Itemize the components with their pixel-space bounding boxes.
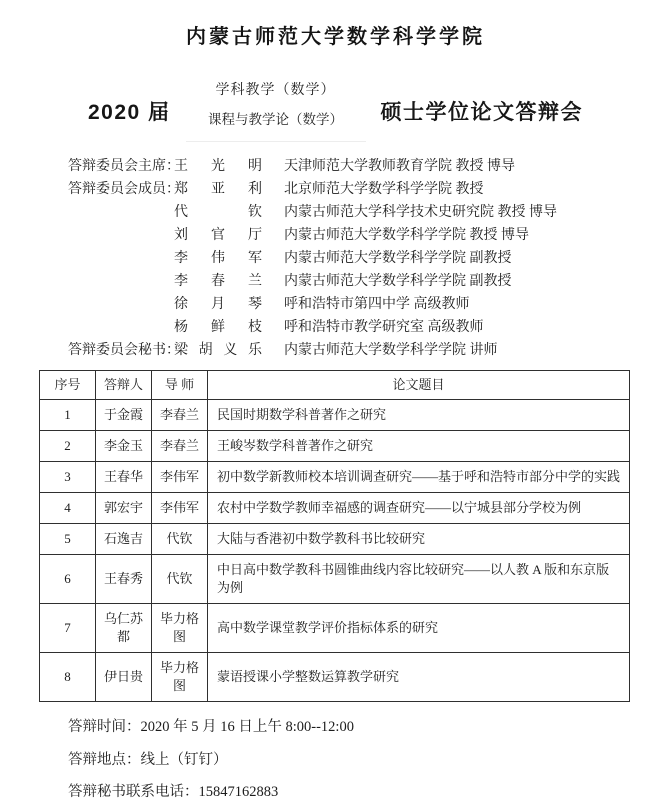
committee-member-name: 杨 鲜 枝 bbox=[174, 320, 262, 335]
committee-role-label bbox=[68, 293, 174, 316]
committee-member-affiliation: 北京师范大学数学科学学院 教授 bbox=[284, 182, 484, 197]
cell-thesis-title: 蒙语授课小学整数运算教学研究 bbox=[208, 653, 630, 702]
committee-member-name: 梁胡义乐 bbox=[174, 343, 262, 358]
department-title: 内蒙古师范大学数学科学学院 bbox=[186, 26, 485, 48]
header-cell-no: 序号 bbox=[40, 371, 96, 400]
table-header-row bbox=[40, 371, 630, 400]
cell-no: 4 bbox=[40, 493, 96, 524]
committee-role-label: 答辩委员会主席： bbox=[68, 159, 180, 174]
committee-member-affiliation: 内蒙古师范大学数学科学学院 讲师 bbox=[284, 343, 498, 358]
committee-role-label: 答辩委员会成员： bbox=[68, 182, 180, 197]
event-title: 硕士学位论文答辩会 bbox=[380, 100, 584, 124]
committee-role-label bbox=[68, 247, 174, 270]
cell-no: 6 bbox=[40, 555, 96, 604]
committee-row bbox=[68, 201, 671, 224]
cell-supervisor: 毕力格图 bbox=[152, 653, 208, 702]
cell-supervisor: 李春兰 bbox=[152, 431, 208, 462]
committee-member-name: 李 伟 军 bbox=[174, 251, 262, 266]
graduating-year: 2020 届 bbox=[87, 100, 171, 124]
defense-location-line: 答辩地点：线上（钉钉） bbox=[68, 751, 228, 768]
committee-row bbox=[68, 224, 671, 247]
committee-member-name: 刘 官 厅 bbox=[174, 228, 262, 243]
cell-candidate: 石逸吉 bbox=[96, 524, 152, 555]
table-row bbox=[40, 653, 630, 702]
cell-supervisor: 李伟军 bbox=[152, 462, 208, 493]
cell-thesis-title: 高中数学课堂教学评价指标体系的研究 bbox=[208, 604, 630, 653]
table-row bbox=[40, 555, 630, 604]
program-divider bbox=[186, 141, 366, 142]
committee-row bbox=[68, 178, 671, 201]
cell-supervisor: 毕力格图 bbox=[152, 604, 208, 653]
cell-supervisor: 李伟军 bbox=[152, 493, 208, 524]
event-subtitle bbox=[0, 79, 671, 142]
committee-member-name: 郑 亚 利 bbox=[174, 182, 262, 197]
table-row bbox=[40, 400, 630, 431]
committee-row bbox=[68, 155, 671, 178]
committee-member-affiliation: 呼和浩特市第四中学 高级教师 bbox=[284, 297, 470, 312]
program-curriculum-theory: 课程与教学论（数学） bbox=[208, 112, 344, 127]
committee-member-affiliation: 内蒙古师范大学科学技术史研究院 教授 博导 bbox=[284, 205, 557, 220]
cell-no: 1 bbox=[40, 400, 96, 431]
cell-supervisor: 李春兰 bbox=[152, 400, 208, 431]
program-options bbox=[186, 79, 366, 142]
committee-row bbox=[68, 339, 671, 362]
cell-no: 2 bbox=[40, 431, 96, 462]
committee-member-affiliation: 内蒙古师范大学数学科学学院 副教授 bbox=[284, 274, 512, 289]
header-cell-supervisor: 导 师 bbox=[152, 371, 208, 400]
committee-role-label bbox=[68, 316, 174, 339]
committee-role-label bbox=[68, 201, 174, 224]
defense-schedule-table bbox=[39, 370, 630, 702]
committee-member-name: 李 春 兰 bbox=[174, 274, 262, 289]
committee-row bbox=[68, 247, 671, 270]
header-cell-candidate: 答辩人 bbox=[96, 371, 152, 400]
cell-candidate: 王春秀 bbox=[96, 555, 152, 604]
secretary-phone-line: 答辩秘书联系电话：15847162883 bbox=[68, 784, 279, 800]
header-cell-thesis-title: 论文题目 bbox=[208, 371, 630, 400]
table-row bbox=[40, 604, 630, 653]
cell-thesis-title: 初中数学新教师校本培训调查研究——基于呼和浩特市部分中学的实践 bbox=[208, 462, 630, 493]
cell-no: 3 bbox=[40, 462, 96, 493]
table-row bbox=[40, 462, 630, 493]
cell-candidate: 乌仁苏都 bbox=[96, 604, 152, 653]
committee-member-name: 徐 月 琴 bbox=[174, 297, 262, 312]
committee-member-affiliation: 内蒙古师范大学数学科学学院 教授 博导 bbox=[284, 228, 529, 243]
cell-candidate: 李金玉 bbox=[96, 431, 152, 462]
committee-member-affiliation: 内蒙古师范大学数学科学学院 副教授 bbox=[284, 251, 512, 266]
cell-candidate: 伊日贵 bbox=[96, 653, 152, 702]
committee-role-label bbox=[68, 270, 174, 293]
cell-thesis-title: 农村中学数学教师幸福感的调查研究——以宁城县部分学校为例 bbox=[208, 493, 630, 524]
cell-supervisor: 代钦 bbox=[152, 524, 208, 555]
cell-thesis-title: 民国时期数学科普著作之研究 bbox=[208, 400, 630, 431]
table-row bbox=[40, 493, 630, 524]
committee-role-label bbox=[68, 224, 174, 247]
defense-time-line: 答辩时间：2020 年 5 月 16 日上午 8:00--12:00 bbox=[68, 719, 354, 735]
committee-member-name: 王 光 明 bbox=[174, 159, 262, 174]
committee-role-label: 答辩委员会秘书： bbox=[68, 343, 180, 358]
cell-candidate: 郭宏宇 bbox=[96, 493, 152, 524]
table-row bbox=[40, 524, 630, 555]
committee-member-affiliation: 呼和浩特市教学研究室 高级教师 bbox=[284, 320, 484, 335]
cell-candidate: 王春华 bbox=[96, 462, 152, 493]
committee-row bbox=[68, 316, 671, 339]
committee-row bbox=[68, 293, 671, 316]
cell-supervisor: 代钦 bbox=[152, 555, 208, 604]
cell-thesis-title: 王峻岑数学科普著作之研究 bbox=[208, 431, 630, 462]
cell-thesis-title: 中日高中数学教科书圆锥曲线内容比较研究——以人教 A 版和东京版为例 bbox=[208, 555, 630, 604]
committee-row bbox=[68, 270, 671, 293]
committee-section bbox=[68, 155, 671, 362]
committee-member-name: 代 钦 bbox=[174, 205, 262, 220]
program-subject-teaching: 学科教学（数学） bbox=[215, 83, 336, 98]
cell-no: 5 bbox=[40, 524, 96, 555]
cell-candidate: 于金霞 bbox=[96, 400, 152, 431]
table-row bbox=[40, 431, 630, 462]
footer-section bbox=[68, 711, 671, 809]
committee-member-affiliation: 天津师范大学教师教育学院 教授 博导 bbox=[284, 159, 515, 174]
cell-no: 7 bbox=[40, 604, 96, 653]
cell-no: 8 bbox=[40, 653, 96, 702]
cell-thesis-title: 大陆与香港初中数学教科书比较研究 bbox=[208, 524, 630, 555]
